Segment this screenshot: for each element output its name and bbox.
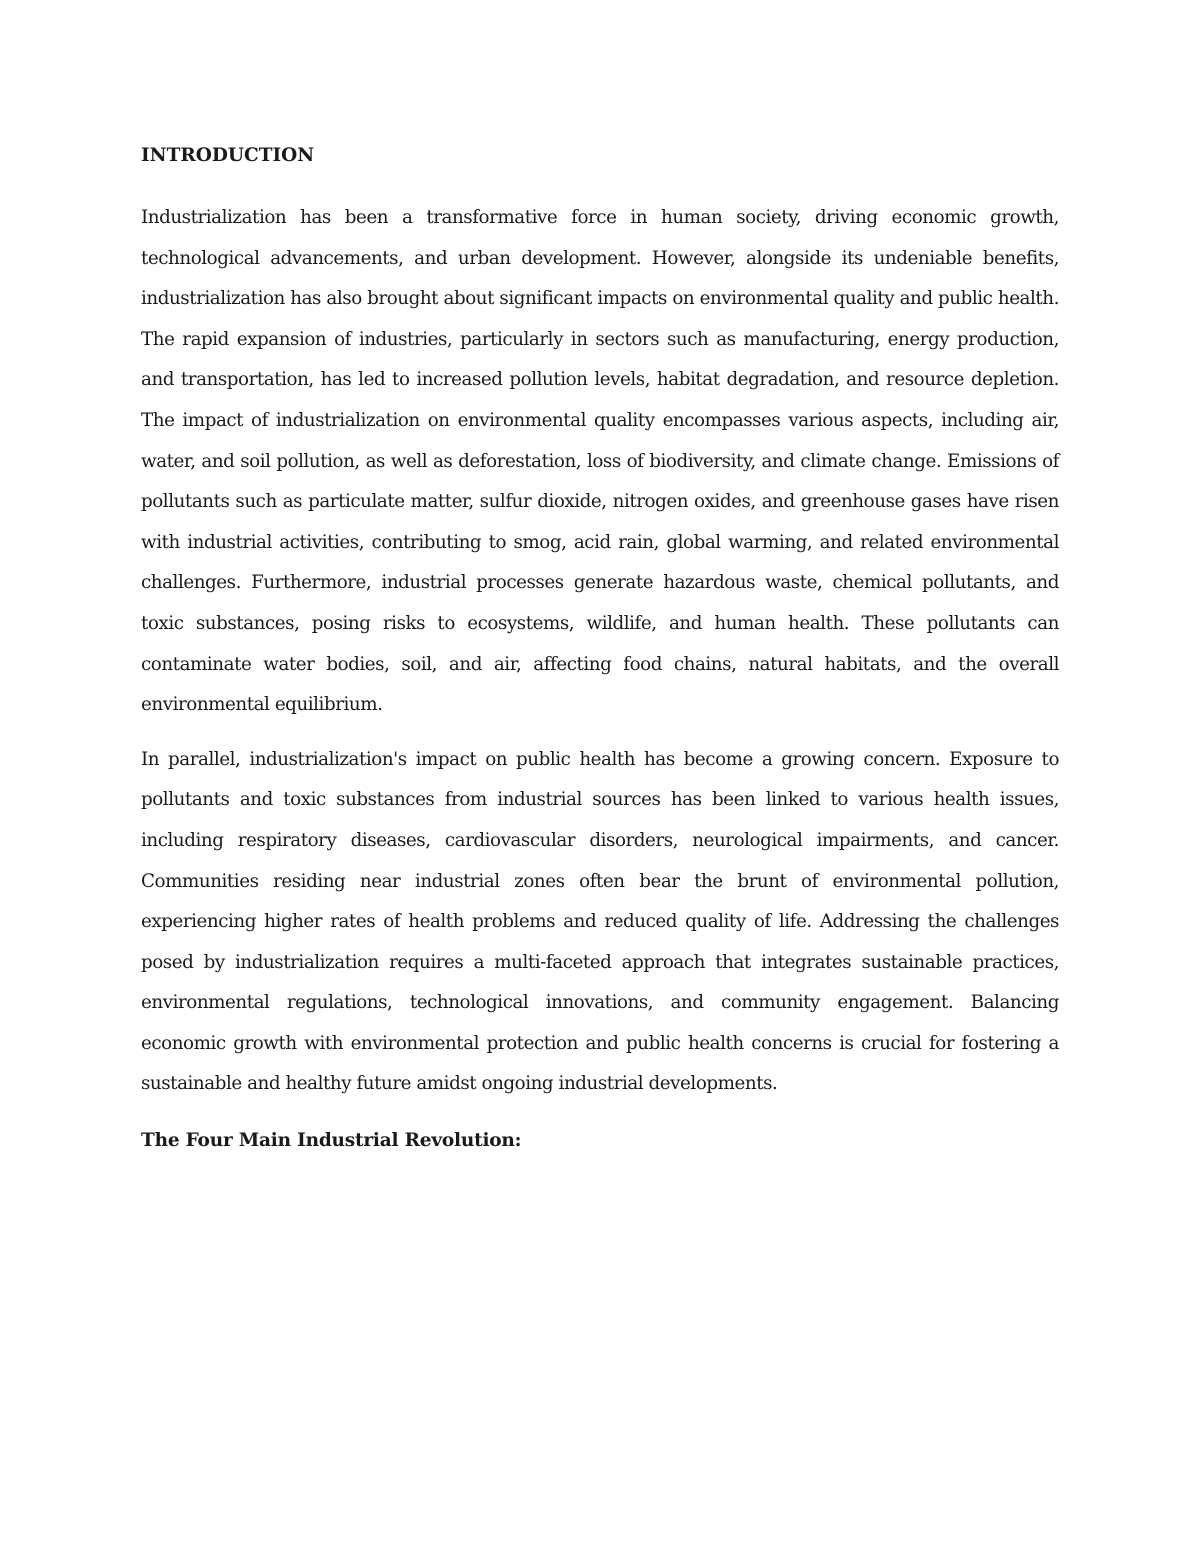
paragraph-public-health: In parallel, industrialization's impact on public health has become a growing concern. Exposure to pollutants and toxic substances from industrial sources has been linked to various health issues, including respiratory diseases, cardiovascular disorders, neurological impairments, and cancer. Communities residing near industrial zones often bear the brunt of environmental pollution, experiencing higher rates of health problems and reduced quality of life. Addressing the challenges posed by industrialization requires a multi-faceted approach that integrates sustainable practices, environmental regulations, technological innovations, and community engagement. Balancing economic growth with environmental protection and public health concerns is crucial for fostering a sustainable and healthy future amidst ongoing industrial developments. [141, 748, 1059, 1095]
document-body [141, 140, 1059, 1157]
paragraph-environmental-impact: Industrialization has been a transformative force in human society, driving economic growth, technological advancements, and urban development. However, alongside its undeniable benefits, industrialization has also brought about significant impacts on environmental quality and public health. The rapid expansion of industries, particularly in sectors such as manufacturing, energy production, and transportation, has led to increased pollution levels, habitat degradation, and resource depletion. The impact of industrialization on environmental quality encompasses various aspects, including air, water, and soil pollution, as well as deforestation, loss of biodiversity, and climate change. Emissions of pollutants such as particulate matter, sulfur dioxide, nitrogen oxides, and greenhouse gases have risen with industrial activities, contributing to smog, acid rain, global warming, and related environmental challenges. Furthermore, industrial processes generate hazardous waste, chemical pollutants, and toxic substances, posing risks to ecosystems, wildlife, and human health. These pollutants can contaminate water bodies, soil, and air, affecting food chains, natural habitats, and the overall environmental equilibrium. [141, 207, 1059, 716]
section-heading: INTRODUCTION [141, 145, 315, 166]
subsection-heading: The Four Main Industrial Revolution: [141, 1130, 522, 1152]
